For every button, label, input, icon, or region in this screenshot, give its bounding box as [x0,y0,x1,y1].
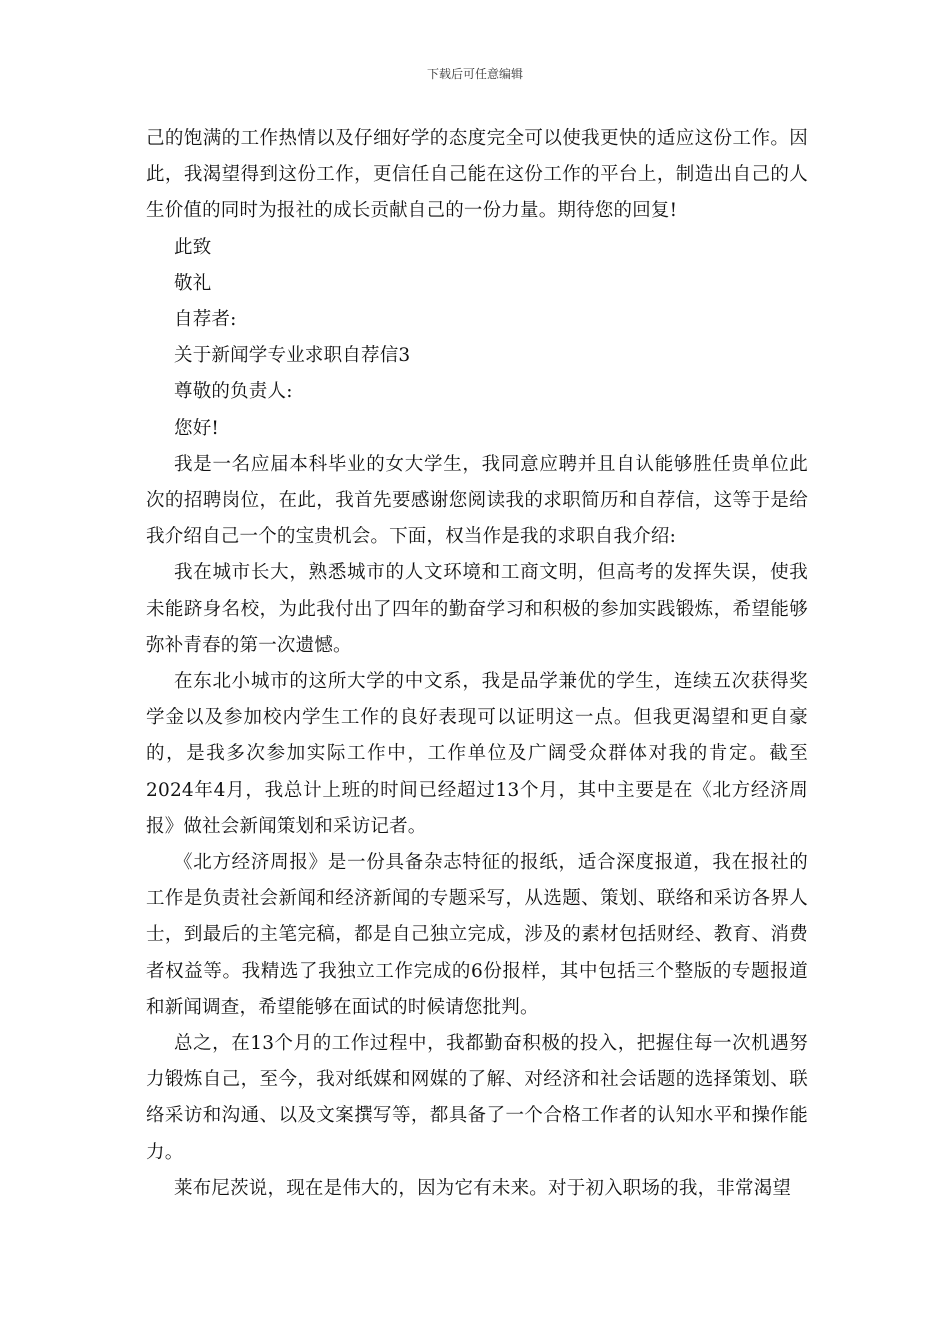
paragraph-closing-regards: 敬礼 [174,272,212,294]
paragraph-greeting: 您好! [174,417,220,439]
paragraph-greeting-recipient: 尊敬的负责人: [174,381,293,403]
document-body [146,121,808,1207]
paragraph-signature: 自荐者: [174,309,237,331]
paragraph-body: 总之，在13个月的工作过程中，我都勤奋积极的投入，把握住每一次机遇努力锻炼自己，至今，我对纸媒和网媒的了解、对经济和社会话题的选择策划、联络采访和沟通、以及文案撰写等，都具备了一个合格工作者的认知水平和操作能力。 [146,1033,808,1163]
paragraph-continuation: 己的饱满的工作热情以及仔细好学的态度完全可以使我更快的适应这份工作。因此，我渴望得到这份工作，更信任自己能在这份工作的平台上，制造出自己的人生价值的同时为报社的成长贡献自己的一份力量。期待您的回复! [146,128,808,222]
paragraph-body: 我在城市长大，熟悉城市的人文环境和工商文明，但高考的发挥失误，使我未能跻身名校，为此我付出了四年的勤奋学习和积极的参加实践锻炼，希望能够弥补青春的第一次遗憾。 [146,562,808,656]
paragraph-body: 我是一名应届本科毕业的女大学生，我同意应聘并且自认能够胜任贵单位此次的招聘岗位，在此，我首先要感谢您阅读我的求职简历和自荐信，这等于是给我介绍自己一个的宝贵机会。下面，权当作是我的求职自我介绍: [146,453,808,548]
paragraph-closing-salutation: 此致 [174,236,212,258]
paragraph-body-truncated: 莱布尼茨说，现在是伟大的，因为它有未来。对于初入职场的我，非常渴望 [174,1177,792,1199]
page-header-note: 下载后可任意编辑 [426,67,523,81]
section-title: 关于新闻学专业求职自荐信3 [174,345,411,367]
paragraph-body: 在东北小城市的这所大学的中文系，我是品学兼优的学生，连续五次获得奖学金以及参加校内学生工作的良好表现可以证明这一点。但我更渴望和更自豪的，是我多次参加实际工作中，工作单位及广阔受众群体对我的肯定。截至2024年4月，我总计上班的时间已经超过13个月，其中主要是在《北方经济周报》做社会新闻策划和采访记者。 [146,671,808,837]
paragraph-body: 《北方经济周报》是一份具备杂志特征的报纸，适合深度报道，我在报社的工作是负责社会新闻和经济新闻的专题采写，从选题、策划、联络和采访各界人士，到最后的主笔完稿，都是自己独立完成，涉及的素材包括财经、教育、消费者权益等。我精选了我独立工作完成的6份报样，其中包括三个整版的专题报道和新闻调查，希望能够在面试的时候请您批判。 [146,852,808,1018]
